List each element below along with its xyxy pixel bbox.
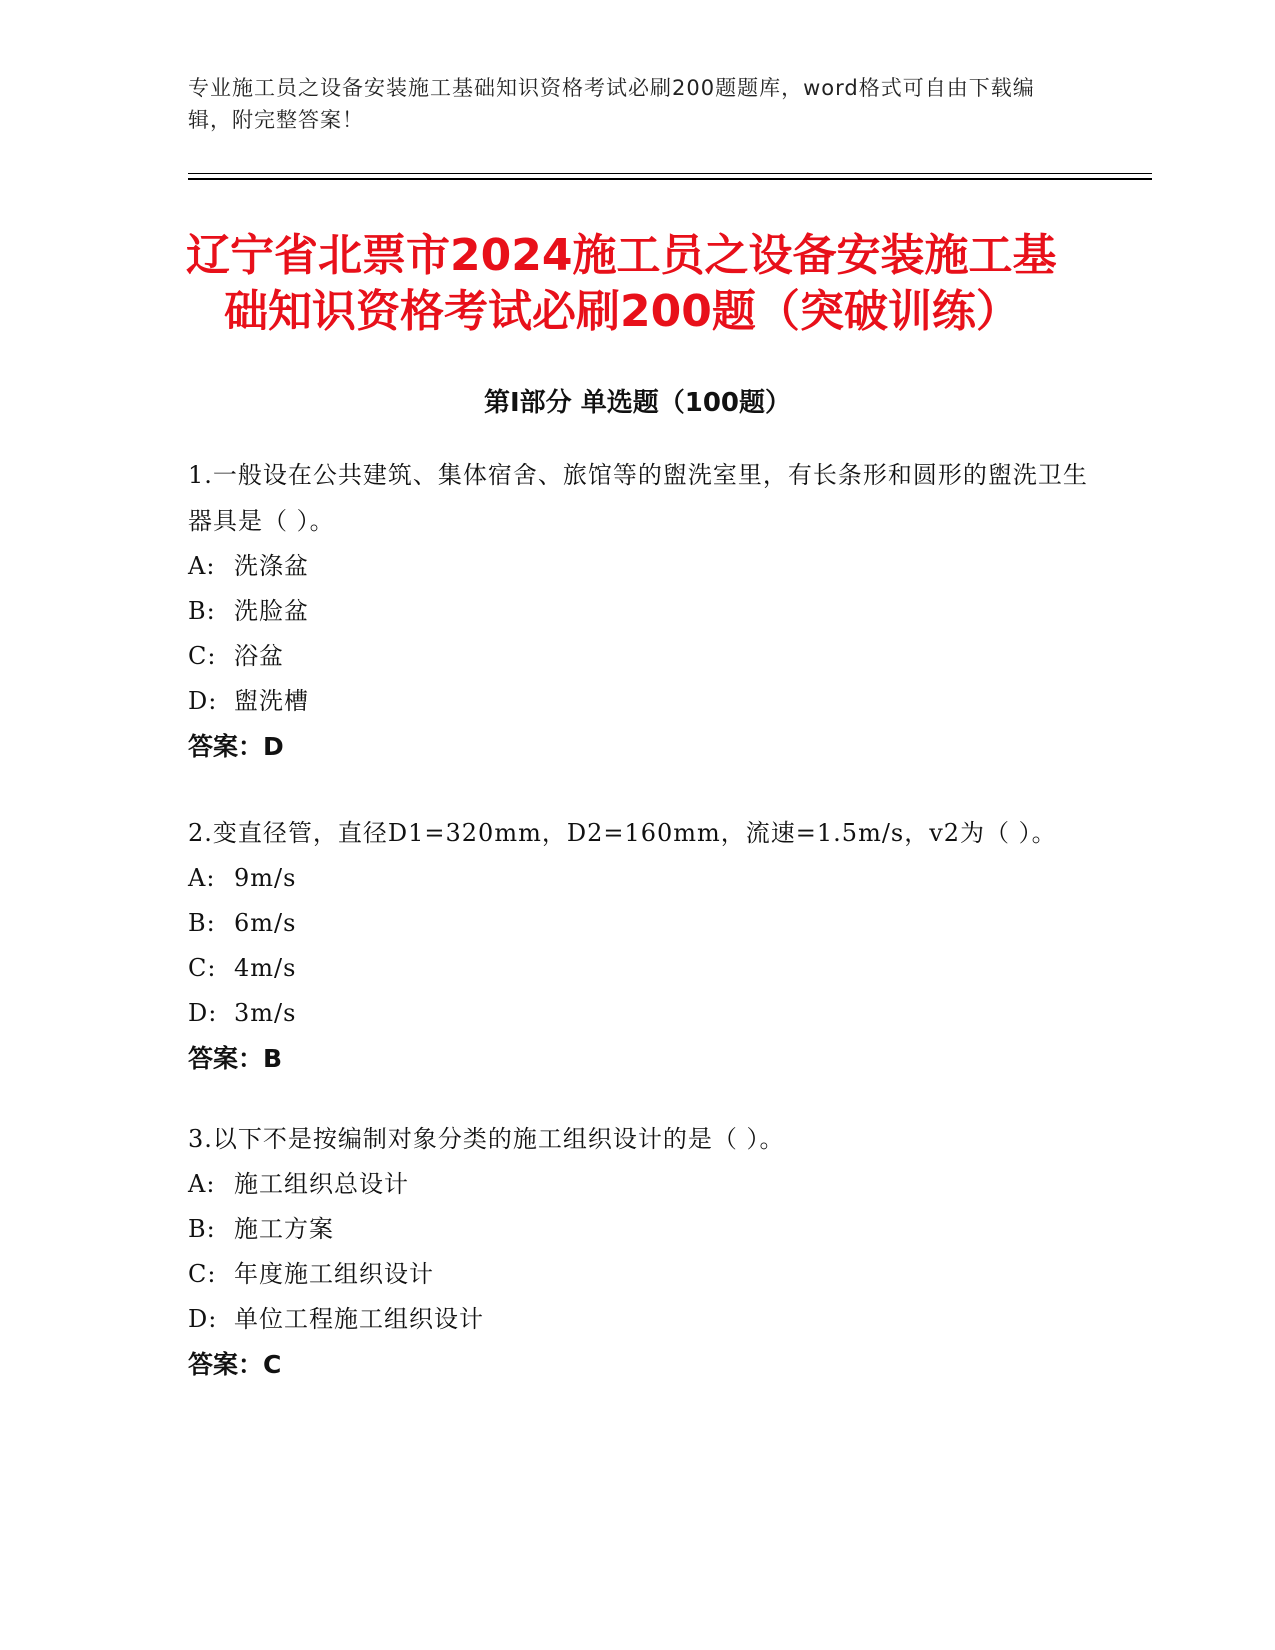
option-text: 洗脸盆 — [234, 597, 309, 625]
option-c — [188, 634, 1088, 679]
option-a — [188, 544, 1088, 589]
option-text: 9m/s — [234, 864, 297, 892]
option-d — [188, 679, 1088, 724]
option-label: D: — [188, 1305, 218, 1333]
option-label: A: — [188, 864, 216, 892]
option-text: 施工方案 — [234, 1215, 334, 1243]
header-divider-thick — [188, 178, 1152, 180]
option-b — [188, 901, 1088, 946]
option-text: 4m/s — [234, 954, 297, 982]
option-text: 施工组织总设计 — [234, 1170, 409, 1198]
option-label: A: — [188, 1170, 216, 1198]
question-1 — [188, 452, 1088, 770]
option-text: 洗涤盆 — [234, 552, 309, 580]
option-label: C: — [188, 954, 217, 982]
option-d — [188, 991, 1088, 1036]
section-heading: 第Ⅰ部分 单选题（100题） — [484, 388, 791, 418]
title-line-1: 辽宁省北票市2024施工员之设备安装施工基 — [186, 230, 1057, 281]
option-label: B: — [188, 1215, 216, 1243]
option-text: 3m/s — [234, 999, 297, 1027]
question-stem: 3.以下不是按编制对象分类的施工组织设计的是（ ）。 — [188, 1125, 785, 1153]
option-b — [188, 1207, 1088, 1252]
option-label: D: — [188, 687, 218, 715]
answer: 答案：B — [188, 1044, 283, 1073]
option-label: B: — [188, 909, 216, 937]
option-a — [188, 856, 1088, 901]
option-label: D: — [188, 999, 218, 1027]
question-stem: 1.一般设在公共建筑、集体宿舍、旅馆等的盥洗室里，有长条形和圆形的盥洗卫生器具是（ ）。 — [188, 461, 1088, 535]
header-note: 专业施工员之设备安装施工基础知识资格考试必刷200题题库，word格式可自由下载编辑，附完整答案！ — [188, 76, 1035, 132]
document-title — [186, 228, 1086, 340]
option-text: 年度施工组织设计 — [234, 1260, 434, 1288]
answer: 答案：D — [188, 732, 284, 761]
question-3 — [188, 1116, 1088, 1388]
option-label: A: — [188, 552, 216, 580]
header-divider-thin — [188, 173, 1152, 174]
option-text: 浴盆 — [234, 642, 284, 670]
question-2 — [188, 810, 1088, 1082]
title-line-2: 础知识资格考试必刷200题（突破训练） — [224, 286, 1020, 337]
option-a — [188, 1162, 1088, 1207]
question-stem: 2.变直径管，直径D1=320mm，D2=160mm，流速=1.5m/s，v2为（ ）。 — [188, 819, 1057, 847]
option-b — [188, 589, 1088, 634]
option-label: C: — [188, 642, 217, 670]
option-label: C: — [188, 1260, 217, 1288]
option-d — [188, 1297, 1088, 1342]
option-c — [188, 1252, 1088, 1297]
option-text: 6m/s — [234, 909, 297, 937]
option-text: 盥洗槽 — [234, 687, 309, 715]
answer: 答案：C — [188, 1350, 282, 1379]
option-c — [188, 946, 1088, 991]
option-text: 单位工程施工组织设计 — [234, 1305, 484, 1333]
option-label: B: — [188, 597, 216, 625]
